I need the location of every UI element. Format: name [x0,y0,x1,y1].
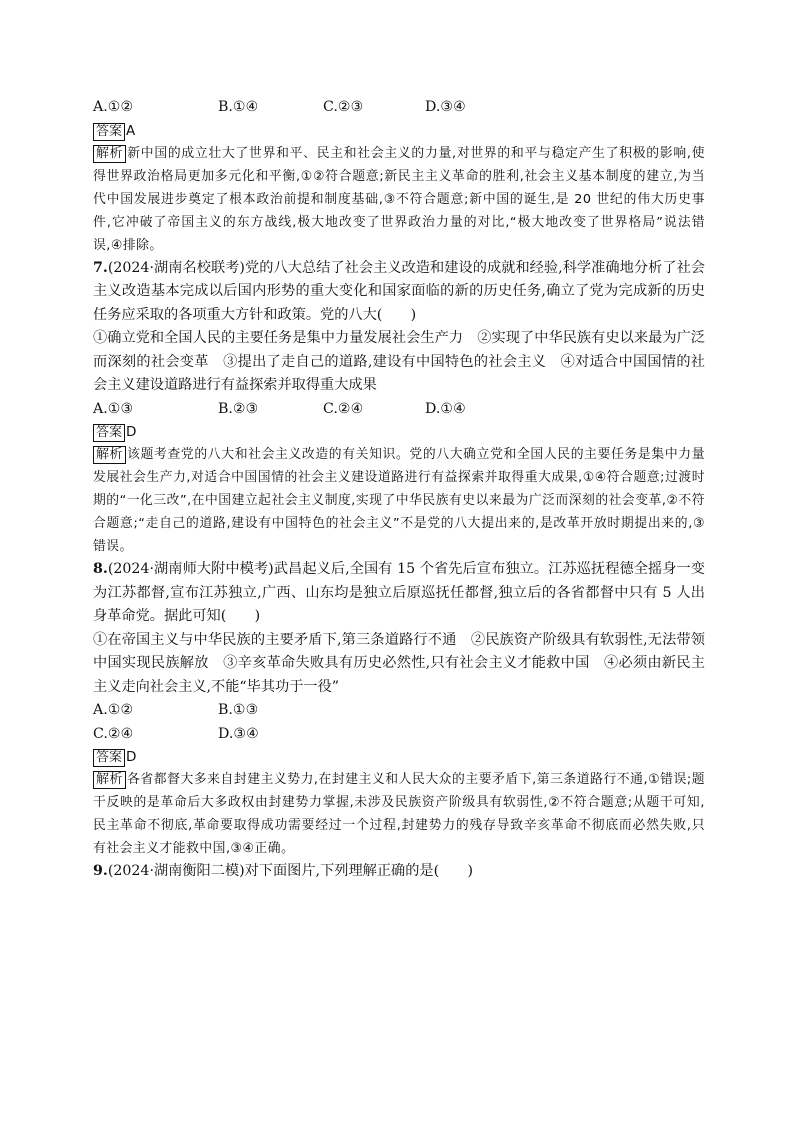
answer-tag: 答案 [93,424,125,442]
question-number: 9. [93,863,108,879]
q7-option-b: B.②③ [218,400,259,417]
q7-stem [93,257,705,328]
q8-statements: ①在帝国主义与中华民族的主要矛盾下,第三条道路行不通 ②民族资产阶级具有软弱性,无法带领中国实现民族解放 ③辛亥革命失败具有历史必然性,只有社会主义才能救中国 ④必须由新民主主义走向社会主义,不能“毕其功于一役” [93,631,705,695]
analysis-tag: 解析 [93,446,126,464]
question-text: (2024·湖南师大附中模考)武昌起义后,全国有 15 个省先后宣布独立。江苏巡抚程德全摇身一变为江苏都督,宣布江苏独立,广西、山东均是独立后原巡抚任都督,独立后的各省都督中只有 5 人出身革命党。据此可知( ) [93,561,705,624]
q6-option-b: B.①④ [218,99,259,115]
q6-option-a: A.①② [93,99,134,115]
q6-analysis [93,142,705,257]
q8-option-a: A.①② [93,702,134,718]
page-content [93,96,705,884]
q7-statements: ①确立党和全国人民的主要任务是集中力量发展社会生产力 ②实现了中华民族有史以来最为广泛而深刻的社会变革 ③提出了走自己的道路,建设有中国特色的社会主义 ④对适合中国国情的社会主义建设道路进行有益探索并取得重大成果 [93,330,705,393]
question-text: (2024·湖南衡阳二模)对下面图片,下列理解正确的是( ) [107,863,474,879]
q8-option-b: B.①③ [218,702,259,718]
analysis-tag: 解析 [93,145,126,163]
q8-options-row1 [93,699,705,723]
analysis-text: 各省都督大多来自封建主义势力,在封建主义和人民大众的主要矛盾下,第三条道路行不通,①错误;题干反映的是革命后大多政权由封建势力掌握,未涉及民族资产阶级具有软弱性,②不符合题意;从题干可知,民主革命不彻底,革命要取得成功需要经过一个过程,封建势力的残存导致辛亥革命不彻底而必然失败,只有社会主义才能救中国,③④正确。 [93,772,705,856]
answer-value: A [126,122,136,139]
q8-option-c: C.②④ [93,725,134,742]
q8-answer [93,746,705,768]
q8-stem [93,558,705,629]
question-number: 7. [93,259,108,276]
answer-value: D [126,424,137,440]
q9-stem [93,860,705,884]
q6-option-d: D.③④ [425,99,466,115]
q7-option-d: D.①④ [425,400,466,417]
q6-option-c: C.②③ [323,99,364,115]
answer-value: D [126,749,137,765]
answer-tag: 答案 [93,123,125,141]
q7-analysis [93,443,705,558]
q7-option-c: C.②④ [323,400,364,417]
q8-analysis [93,768,705,860]
analysis-text: 新中国的成立壮大了世界和平、民主和社会主义的力量,对世界的和平与稳定产生了积极的影响,使得世界政治格局更加多元化和平衡,①②符合题意;新民主主义革命的胜利,社会主义基本制度的建立,为当代中国发展进步奠定了根本政治前提和制度基础,③不符合题意;新中国的诞生,是 20 世纪的伟大历史事件,它冲破了帝国主义的东方战线,极大地改变了世界政治力量的对比,“极大地改变了世界格局”说法错误,④排除。 [93,145,705,253]
analysis-text: 该题考查党的八大和社会主义改造的有关知识。党的八大确立党和全国人民的主要任务是集中力量发展社会生产力,对适合中国国情的社会主义建设道路进行有益探索并取得重大成果,①④符合题意;过渡时期的“一化三改”,在中国建立起社会主义制度,实现了中华民族有史以来最为广泛而深刻的社会变革,②不符合题意;“走自己的道路,建设有中国特色的社会主义”不是党的八大提出来的,是改革开放时期提出来的,③错误。 [93,447,705,554]
q7-option-a: A.①③ [93,400,134,417]
question-number: 8. [93,561,108,577]
q8-options-row2 [93,723,705,747]
q7-answer [93,421,705,443]
analysis-tag: 解析 [93,771,126,789]
question-text: (2024·湖南名校联考)党的八大总结了社会主义改造和建设的成就和经验,科学准确地分析了社会主义改造基本完成以后国内形势的重大变化和国家面临的新的历史任务,确立了党为完成新的历史任务应采取的各项重大方针和政策。党的八大( ) [93,259,705,323]
q7-options [93,398,705,422]
q8-option-d: D.③④ [218,725,259,742]
answer-tag: 答案 [93,749,125,767]
q6-answer [93,120,705,142]
q6-options [93,96,705,120]
